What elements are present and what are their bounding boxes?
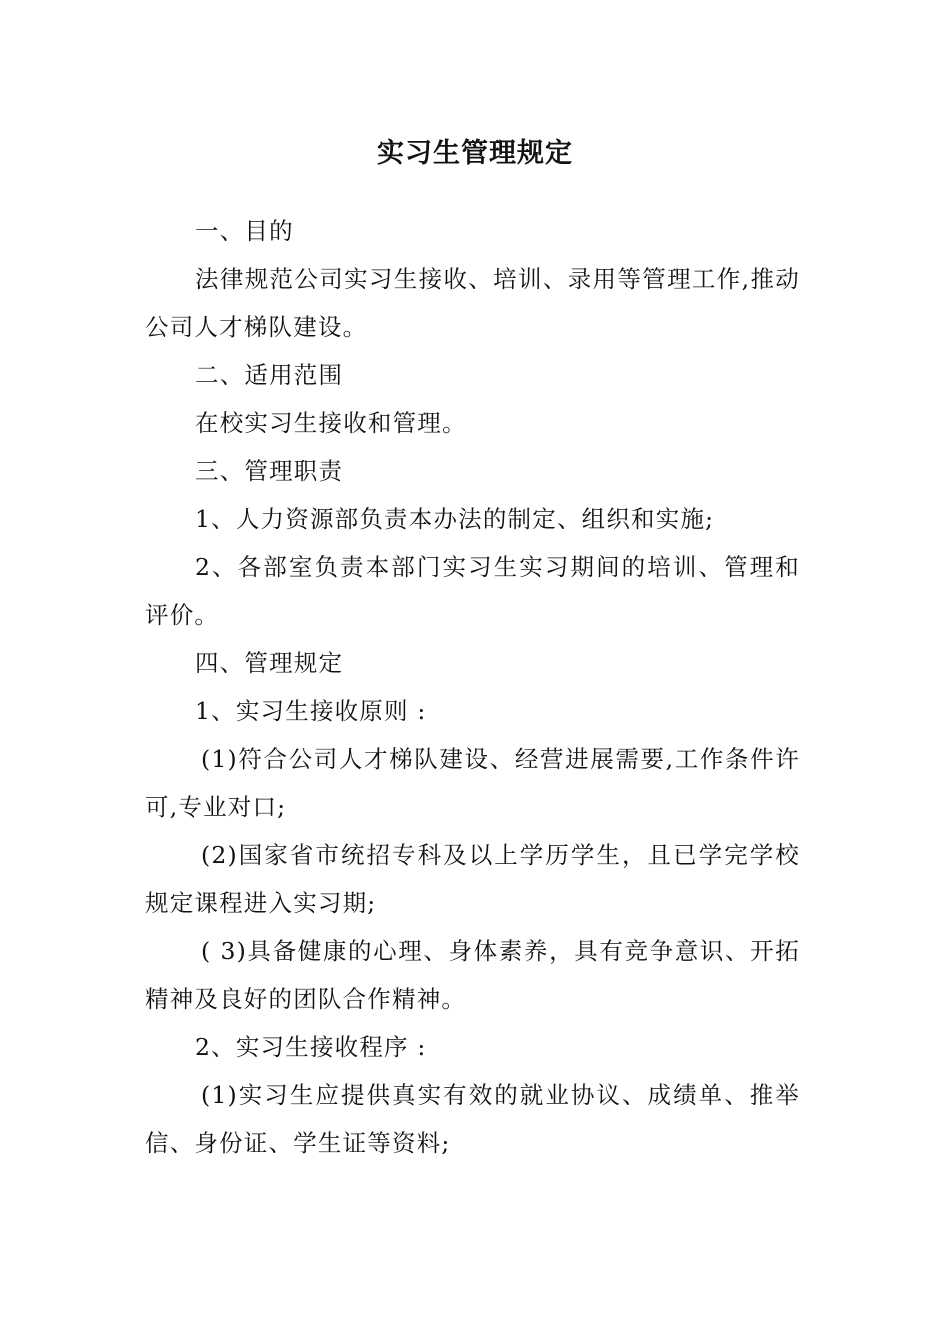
paragraph-rule-2-heading: 2、实习生接收程序 :: [195, 1033, 427, 1061]
paragraph-scope: 在校实习生接收和管理。: [195, 409, 467, 437]
document-title: 实习生管理规定: [377, 138, 573, 169]
paragraph-rule-1-item-1: (1)符合公司人才梯队建设、经营进展需要,工作条件许可,专业对口;: [145, 745, 800, 821]
document-body: [145, 207, 800, 1167]
section-heading-scope: 二、适用范围: [195, 361, 344, 389]
section-heading-purpose: 一、目的: [195, 217, 294, 245]
paragraph-purpose: 法律规范公司实习生接收、培训、录用等管理工作,推动公司人才梯队建设。: [145, 265, 800, 341]
paragraph-responsibility-2: 2、各部室负责本部门实习生实习期间的培训、管理和评价。: [145, 553, 800, 629]
paragraph-rule-1-item-3: ( 3)具备健康的心理、身体素养，具有竞争意识、开拓精神及良好的团队合作精神。: [145, 937, 800, 1013]
paragraph-rule-1-item-2: (2)国家省市统招专科及以上学历学生，且已学完学校规定课程进入实习期;: [145, 841, 800, 917]
section-heading-responsibilities: 三、管理职责: [195, 457, 344, 485]
paragraph-rule-1-heading: 1、实习生接收原则 :: [195, 697, 427, 725]
paragraph-responsibility-1: 1、人力资源部负责本办法的制定、组织和实施;: [195, 505, 715, 533]
section-heading-rules: 四、管理规定: [195, 649, 344, 677]
paragraph-rule-2-item-1: (1)实习生应提供真实有效的就业协议、成绩单、推举信、身份证、学生证等资料;: [145, 1081, 800, 1157]
